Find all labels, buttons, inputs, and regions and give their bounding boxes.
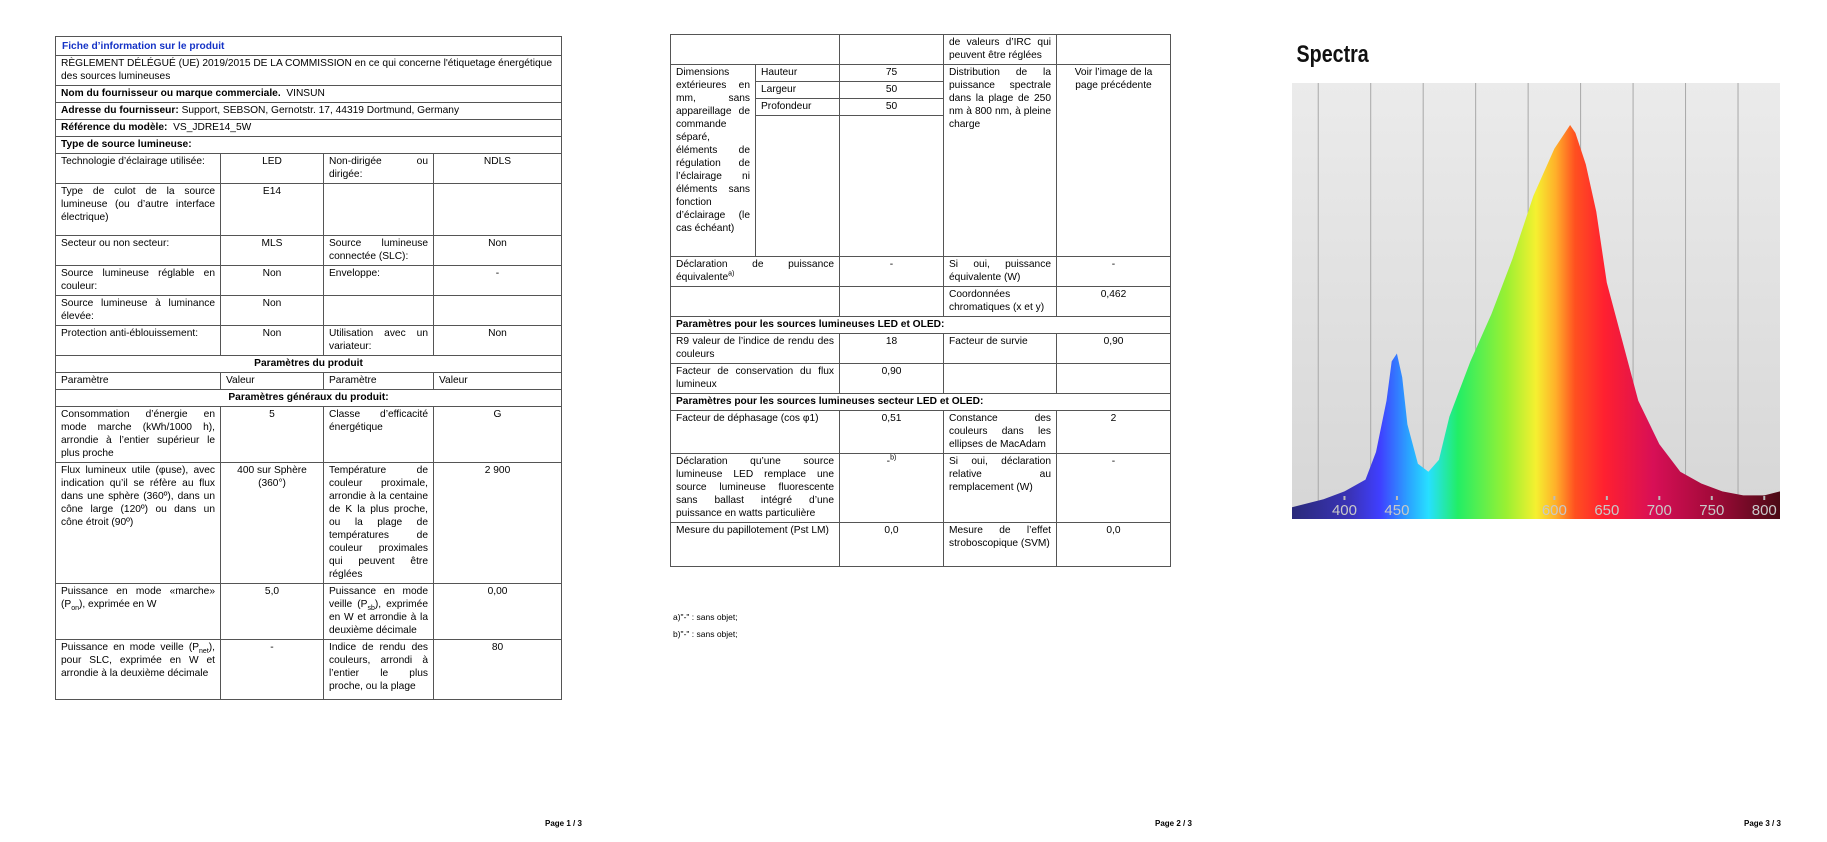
param-value: 0,0 <box>840 523 944 567</box>
param-value: 5 <box>221 407 324 463</box>
param-label: Flux lumineux utile (φuse), avec indication qu’il se réfère au flux dans une sphère (360º), dans un cône large (120º) ou dans un cône étroit (90º) <box>56 463 221 584</box>
param-label: Si oui, déclaration relative au remplacement (W) <box>944 454 1057 523</box>
model-label: Référence du modèle: <box>61 122 168 133</box>
param-value <box>434 184 562 236</box>
param-value: 2 <box>1057 411 1171 454</box>
param-value: 0,462 <box>1057 287 1171 317</box>
label-subscript: sb <box>367 605 375 613</box>
source-type-heading: Type de source lumineuse: <box>56 137 562 154</box>
param-label: Déclaration qu’une source lumineuse LED remplace une source lumineuse fluorescente sans ballast intégré d’une puissance en watts particulière <box>671 454 840 523</box>
table-row <box>671 334 1171 364</box>
dimension-name: Profondeur <box>756 99 840 116</box>
footnote-ref: a) <box>728 270 735 278</box>
cell <box>671 35 840 65</box>
product-info-table-p1 <box>55 36 562 700</box>
param-label: Non-dirigée ou dirigée: <box>324 154 434 184</box>
param-label <box>324 584 434 640</box>
page-number: Page 2 / 3 <box>1155 819 1192 828</box>
table-row <box>671 65 1171 82</box>
param-value: Non <box>221 296 324 326</box>
cell <box>840 116 944 257</box>
param-label: Utilisation avec un variateur: <box>324 326 434 356</box>
page-number: Page 3 / 3 <box>1744 819 1781 828</box>
cell <box>840 287 944 317</box>
x-tick-label: 600 <box>1541 502 1567 519</box>
param-value: 2 900 <box>434 463 562 584</box>
address-label: Adresse du fournisseur: <box>61 105 179 116</box>
param-value: - <box>840 257 944 287</box>
cell <box>1057 35 1171 65</box>
params-heading: Paramètres du produit <box>56 356 562 373</box>
dimension-name: Hauteur <box>756 65 840 82</box>
page-2 <box>609 0 1218 842</box>
product-info-table-p2 <box>670 34 1171 567</box>
param-label: de valeurs d’IRC qui peuvent être réglées <box>944 35 1057 65</box>
dimension-value: 75 <box>840 65 944 82</box>
param-label: Facteur de conservation du flux lumineux <box>671 364 840 394</box>
cell <box>944 364 1057 394</box>
dimension-name: Largeur <box>756 82 840 99</box>
param-label: Si oui, puissance équivalente (W) <box>944 257 1057 287</box>
supplier-value: VINSUN <box>286 88 325 99</box>
table-row <box>56 266 562 296</box>
general-heading: Paramètres généraux du produit: <box>56 390 562 407</box>
param-label <box>671 257 840 287</box>
table-row <box>671 287 1171 317</box>
param-label: Source lumineuse à luminance élevée: <box>56 296 221 326</box>
footnote-b: b)"-" : sans objet; <box>673 629 738 639</box>
label-part: ), exprimée en W et arrondie à la deuxième décimale <box>329 599 428 636</box>
label-part: Puissance en mode veille (P <box>61 642 200 653</box>
dimensions-label: Dimensions extérieures en mm, sans appareillage de commande séparé, éléments de régulation de l’éclairage ni éléments sans fonction d’éclairage (le cas échéant) <box>671 65 756 257</box>
model-value: VS_JDRE14_5W <box>173 122 252 133</box>
param-value: - <box>1057 257 1171 287</box>
param-label: Secteur ou non secteur: <box>56 236 221 266</box>
param-value: LED <box>221 154 324 184</box>
param-value: MLS <box>221 236 324 266</box>
x-tick-label: 750 <box>1699 502 1725 519</box>
param-label: Protection anti-éblouissement: <box>56 326 221 356</box>
dimension-value: 50 <box>840 82 944 99</box>
table-row <box>671 257 1171 287</box>
label-subscript: on <box>71 605 79 613</box>
param-value: Non <box>434 236 562 266</box>
value-part: - <box>886 456 891 467</box>
param-value: Non <box>434 326 562 356</box>
param-label <box>56 584 221 640</box>
cell <box>840 35 944 65</box>
table-row <box>56 407 562 463</box>
x-tick-label: 400 <box>1331 502 1357 519</box>
chart-title: Spectra <box>1296 40 1369 68</box>
param-label: Facteur de survie <box>944 334 1057 364</box>
column-header: Paramètre <box>324 373 434 390</box>
dimension-value: 50 <box>840 99 944 116</box>
table-row <box>56 296 562 326</box>
table-row <box>671 454 1171 523</box>
supplier-label: Nom du fournisseur ou marque commerciale. <box>61 88 281 99</box>
param-label: Source lumineuse réglable en couleur: <box>56 266 221 296</box>
x-tick-label: 650 <box>1594 502 1620 519</box>
param-value: 5,0 <box>221 584 324 640</box>
param-value: NDLS <box>434 154 562 184</box>
param-value: - <box>434 266 562 296</box>
column-header: Valeur <box>434 373 562 390</box>
param-label: Distribution de la puissance spectrale dans la plage de 250 nm à 800 nm, à pleine charge <box>944 65 1057 257</box>
param-value <box>434 296 562 326</box>
param-label: Coordonnées chromatiques (x et y) <box>944 287 1057 317</box>
param-value: - <box>1057 454 1171 523</box>
document-title: Fiche d’information sur le produit <box>56 37 562 56</box>
spectrum-chart <box>1290 30 1785 540</box>
param-value: - <box>221 640 324 700</box>
supplier-row <box>56 86 562 103</box>
param-label: Mesure du papillotement (Pst LM) <box>671 523 840 567</box>
param-value: 0,51 <box>840 411 944 454</box>
param-label: R9 valeur de l’indice de rendu des couleurs <box>671 334 840 364</box>
footnote-a: a)"-" : sans objet; <box>673 612 738 622</box>
x-tick-label: 450 <box>1384 502 1410 519</box>
param-label: Enveloppe: <box>324 266 434 296</box>
column-header: Paramètre <box>56 373 221 390</box>
label-part: Déclaration de puissance équivalente <box>676 259 834 283</box>
param-value: 80 <box>434 640 562 700</box>
table-row <box>56 184 562 236</box>
table-row <box>56 584 562 640</box>
label-part: ), exprimée en W <box>78 599 157 610</box>
param-value: 400 sur Sphère (360°) <box>221 463 324 584</box>
table-row <box>671 364 1171 394</box>
param-label <box>324 296 434 326</box>
table-row <box>56 640 562 700</box>
param-value <box>840 454 944 523</box>
address-row <box>56 103 562 120</box>
label-part: ), pour SLC, exprimée en W et arrondie à la deuxième décimale <box>61 642 215 679</box>
param-label: Température de couleur proximale, arrondie à la centaine de K la plus proche, ou la plage de températures de couleur proximales qui peuvent être réglées <box>324 463 434 584</box>
table-row <box>671 411 1171 454</box>
x-tick-label: 800 <box>1751 502 1777 519</box>
cell <box>671 287 840 317</box>
cell <box>1057 364 1171 394</box>
table-row <box>671 35 1171 65</box>
param-label <box>324 184 434 236</box>
table-row <box>671 523 1171 567</box>
param-label <box>56 640 221 700</box>
table-row <box>56 326 562 356</box>
param-value: Non <box>221 326 324 356</box>
label-part: Puissance en mode «marche» (P <box>61 586 215 610</box>
footnotes <box>673 612 738 640</box>
param-label: Consommation d’énergie en mode marche (kWh/1000 h), arrondie à l’entier supérieur le plus proche <box>56 407 221 463</box>
param-label: Mesure de l’effet stroboscopique (SVM) <box>944 523 1057 567</box>
mains-heading: Paramètres pour les sources lumineuses secteur LED et OLED: <box>671 394 1171 411</box>
param-label: Technologie d’éclairage utilisée: <box>56 154 221 184</box>
table-row <box>56 236 562 266</box>
param-label: Type de culot de la source lumineuse (ou d’autre interface électrique) <box>56 184 221 236</box>
param-label: Facteur de déphasage (cos φ1) <box>671 411 840 454</box>
param-value: 18 <box>840 334 944 364</box>
x-tick-label: 700 <box>1646 502 1672 519</box>
param-value: E14 <box>221 184 324 236</box>
page-1 <box>0 0 609 842</box>
model-row <box>56 120 562 137</box>
param-value: 0,90 <box>1057 334 1171 364</box>
regulation-text: RÈGLEMENT DÉLÉGUÉ (UE) 2019/2015 DE LA COMMISSION en ce qui concerne l'étiquetage énergétique des sources lumineuses <box>56 56 562 86</box>
column-header: Valeur <box>221 373 324 390</box>
label-subscript: net <box>199 648 209 656</box>
footnote-ref: b) <box>890 454 897 462</box>
param-value: 0,0 <box>1057 523 1171 567</box>
param-label: Source lumineuse connectée (SLC): <box>324 236 434 266</box>
param-label: Classe d’efficacité énergétique <box>324 407 434 463</box>
param-value: Non <box>221 266 324 296</box>
param-label: Constance des couleurs dans les ellipses de MacAdam <box>944 411 1057 454</box>
cell <box>756 116 840 257</box>
address-value: Support, SEBSON, Gernotstr. 17, 44319 Dortmund, Germany <box>181 105 460 116</box>
label-part: Puissance en mode veille (P <box>329 586 428 610</box>
param-label: Indice de rendu des couleurs, arrondi à l’entier le plus proche, ou la plage <box>324 640 434 700</box>
param-value: Voir l’image de la page précédente <box>1057 65 1171 257</box>
param-value: G <box>434 407 562 463</box>
led-heading: Paramètres pour les sources lumineuses LED et OLED: <box>671 317 1171 334</box>
param-value: 0,90 <box>840 364 944 394</box>
page-number: Page 1 / 3 <box>545 819 582 828</box>
param-value: 0,00 <box>434 584 562 640</box>
table-row <box>56 463 562 584</box>
column-header-row <box>56 373 562 390</box>
table-row <box>56 154 562 184</box>
